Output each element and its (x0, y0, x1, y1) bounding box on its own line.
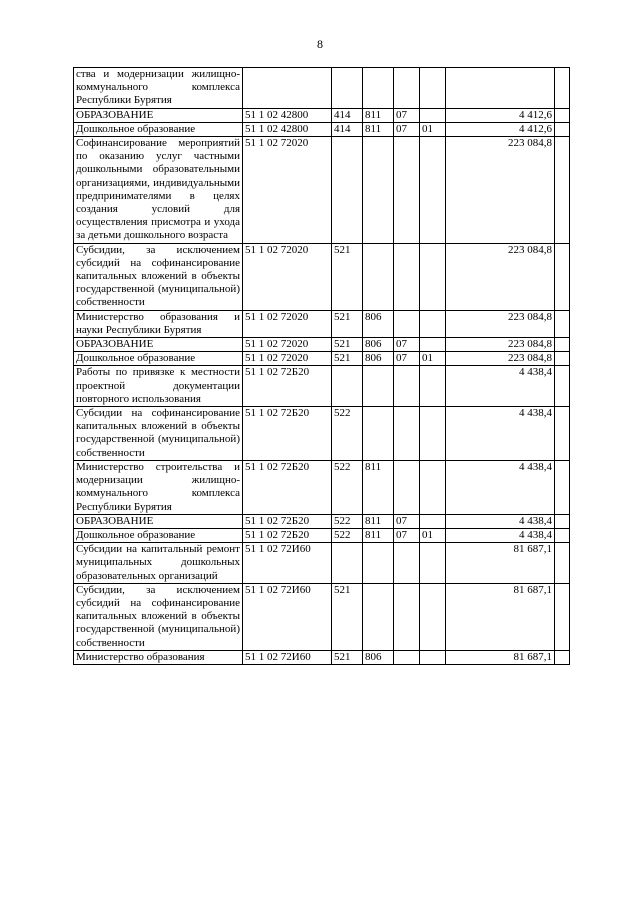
target-article-cell: 51 1 02 72Б20 (243, 407, 332, 461)
empty-cell (555, 543, 570, 584)
expense-type-cell: 521 (332, 338, 363, 352)
amount-cell (446, 68, 555, 109)
empty-cell (555, 650, 570, 664)
ministry-code-cell (363, 583, 394, 650)
expense-type-cell: 522 (332, 528, 363, 542)
target-article-cell: 51 1 02 72И60 (243, 543, 332, 584)
subsection-cell (420, 460, 446, 514)
subsection-cell (420, 310, 446, 337)
table-row (74, 528, 570, 542)
section-cell: 07 (394, 514, 420, 528)
expense-type-cell (332, 366, 363, 407)
section-cell (394, 460, 420, 514)
expense-type-cell: 522 (332, 514, 363, 528)
empty-cell (555, 108, 570, 122)
target-article-cell: 51 1 02 72020 (243, 137, 332, 244)
expense-type-cell: 522 (332, 407, 363, 461)
amount-cell: 223 084,8 (446, 243, 555, 310)
expense-type-cell: 521 (332, 243, 363, 310)
amount-cell: 4 438,4 (446, 514, 555, 528)
subsection-cell (420, 68, 446, 109)
ministry-code-cell: 811 (363, 514, 394, 528)
empty-cell (555, 243, 570, 310)
amount-cell: 223 084,8 (446, 310, 555, 337)
target-article-cell: 51 1 02 72Б20 (243, 366, 332, 407)
row-name-cell: ОБРАЗОВАНИЕ (74, 514, 243, 528)
target-article-cell: 51 1 02 72020 (243, 338, 332, 352)
section-cell (394, 583, 420, 650)
target-article-cell: 51 1 02 72И60 (243, 650, 332, 664)
target-article-cell: 51 1 02 72Б20 (243, 460, 332, 514)
page-number: 8 (317, 37, 323, 51)
section-cell: 07 (394, 338, 420, 352)
target-article-cell: 51 1 02 72И60 (243, 583, 332, 650)
section-cell (394, 310, 420, 337)
amount-cell: 223 084,8 (446, 137, 555, 244)
table-row (74, 407, 570, 461)
amount-cell: 4 438,4 (446, 366, 555, 407)
section-cell (394, 366, 420, 407)
target-article-cell: 51 1 02 72Б20 (243, 528, 332, 542)
subsection-cell (420, 650, 446, 664)
table-row (74, 122, 570, 136)
row-name-cell: Дошкольное образование (74, 352, 243, 366)
section-cell: 07 (394, 528, 420, 542)
subsection-cell (420, 543, 446, 584)
expense-type-cell: 522 (332, 460, 363, 514)
table-row (74, 366, 570, 407)
row-name-cell: Работы по привязке к местности проектной документации повторного использования (74, 366, 243, 407)
subsection-cell (420, 407, 446, 461)
empty-cell (555, 310, 570, 337)
subsection-cell (420, 243, 446, 310)
target-article-cell: 51 1 02 72Б20 (243, 514, 332, 528)
empty-cell (555, 514, 570, 528)
ministry-code-cell (363, 243, 394, 310)
section-cell (394, 68, 420, 109)
subsection-cell: 01 (420, 528, 446, 542)
subsection-cell (420, 366, 446, 407)
amount-cell: 4 438,4 (446, 460, 555, 514)
ministry-code-cell: 806 (363, 310, 394, 337)
table-row (74, 650, 570, 664)
empty-cell (555, 583, 570, 650)
ministry-code-cell: 806 (363, 352, 394, 366)
ministry-code-cell: 811 (363, 108, 394, 122)
section-cell: 07 (394, 108, 420, 122)
ministry-code-cell: 806 (363, 650, 394, 664)
table-row (74, 460, 570, 514)
empty-cell (555, 407, 570, 461)
subsection-cell: 01 (420, 122, 446, 136)
row-name-cell: Субсидии на капитальный ремонт муниципальных дошкольных образовательных организаций (74, 543, 243, 584)
amount-cell: 4 438,4 (446, 407, 555, 461)
empty-cell (555, 352, 570, 366)
ministry-code-cell (363, 543, 394, 584)
expense-type-cell: 521 (332, 650, 363, 664)
expense-type-cell: 521 (332, 583, 363, 650)
table-row (74, 583, 570, 650)
target-article-cell: 51 1 02 42800 (243, 108, 332, 122)
subsection-cell (420, 137, 446, 244)
section-cell (394, 137, 420, 244)
table-row (74, 68, 570, 109)
ministry-code-cell: 806 (363, 338, 394, 352)
section-cell (394, 407, 420, 461)
amount-cell: 4 412,6 (446, 108, 555, 122)
table-body (74, 68, 570, 665)
empty-cell (555, 338, 570, 352)
amount-cell: 81 687,1 (446, 543, 555, 584)
empty-cell (555, 528, 570, 542)
expense-type-cell: 414 (332, 122, 363, 136)
table-row (74, 243, 570, 310)
row-name-cell: Министерство образования (74, 650, 243, 664)
target-article-cell: 51 1 02 42800 (243, 122, 332, 136)
amount-cell: 223 084,8 (446, 352, 555, 366)
target-article-cell: 51 1 02 72020 (243, 243, 332, 310)
table-row (74, 352, 570, 366)
row-name-cell: Субсидии, за исключением субсидий на софинансирование капитальных вложений в объекты государственной (муниципальной) собственности (74, 583, 243, 650)
table-row (74, 108, 570, 122)
section-cell (394, 650, 420, 664)
subsection-cell (420, 338, 446, 352)
row-name-cell: Субсидии, за исключением субсидий на софинансирование капитальных вложений в объекты государственной (муниципальной) собственности (74, 243, 243, 310)
expense-type-cell: 414 (332, 108, 363, 122)
ministry-code-cell (363, 407, 394, 461)
empty-cell (555, 68, 570, 109)
target-article-cell: 51 1 02 72020 (243, 310, 332, 337)
section-cell (394, 243, 420, 310)
table-row (74, 514, 570, 528)
row-name-cell: Дошкольное образование (74, 122, 243, 136)
empty-cell (555, 460, 570, 514)
expense-type-cell: 521 (332, 352, 363, 366)
empty-cell (555, 137, 570, 244)
expense-type-cell (332, 68, 363, 109)
empty-cell (555, 122, 570, 136)
amount-cell: 4 438,4 (446, 528, 555, 542)
expense-type-cell: 521 (332, 310, 363, 337)
section-cell: 07 (394, 122, 420, 136)
subsection-cell: 01 (420, 352, 446, 366)
ministry-code-cell: 811 (363, 122, 394, 136)
subsection-cell (420, 583, 446, 650)
subsection-cell (420, 108, 446, 122)
row-name-cell: ОБРАЗОВАНИЕ (74, 108, 243, 122)
empty-cell (555, 366, 570, 407)
section-cell: 07 (394, 352, 420, 366)
ministry-code-cell (363, 366, 394, 407)
amount-cell: 81 687,1 (446, 583, 555, 650)
row-name-cell: Софинансирование мероприятий по оказанию услуг частными дошкольными образовательными организациями, индивидуальными предпринимателями в целях создания условий для осуществления присмотра и ухода за детьми дошкольного возраста (74, 137, 243, 244)
amount-cell: 81 687,1 (446, 650, 555, 664)
table-row (74, 338, 570, 352)
target-article-cell: 51 1 02 72020 (243, 352, 332, 366)
expense-type-cell (332, 543, 363, 584)
row-name-cell: Министерство строительства и модернизации жилищно-коммунального комплекса Республики Бурятия (74, 460, 243, 514)
target-article-cell (243, 68, 332, 109)
row-name-cell: ОБРАЗОВАНИЕ (74, 338, 243, 352)
table-row (74, 543, 570, 584)
ministry-code-cell (363, 137, 394, 244)
budget-table (73, 67, 570, 665)
section-cell (394, 543, 420, 584)
ministry-code-cell (363, 68, 394, 109)
row-name-cell: ства и модернизации жилищно-коммунального комплекса Республики Бурятия (74, 68, 243, 109)
row-name-cell: Министерство образования и науки Республики Бурятия (74, 310, 243, 337)
expense-type-cell (332, 137, 363, 244)
amount-cell: 4 412,6 (446, 122, 555, 136)
subsection-cell (420, 514, 446, 528)
table-row (74, 310, 570, 337)
ministry-code-cell: 811 (363, 528, 394, 542)
row-name-cell: Дошкольное образование (74, 528, 243, 542)
ministry-code-cell: 811 (363, 460, 394, 514)
row-name-cell: Субсидии на софинансирование капитальных вложений в объекты государственной (муниципальной) собственности (74, 407, 243, 461)
amount-cell: 223 084,8 (446, 338, 555, 352)
table-row (74, 137, 570, 244)
